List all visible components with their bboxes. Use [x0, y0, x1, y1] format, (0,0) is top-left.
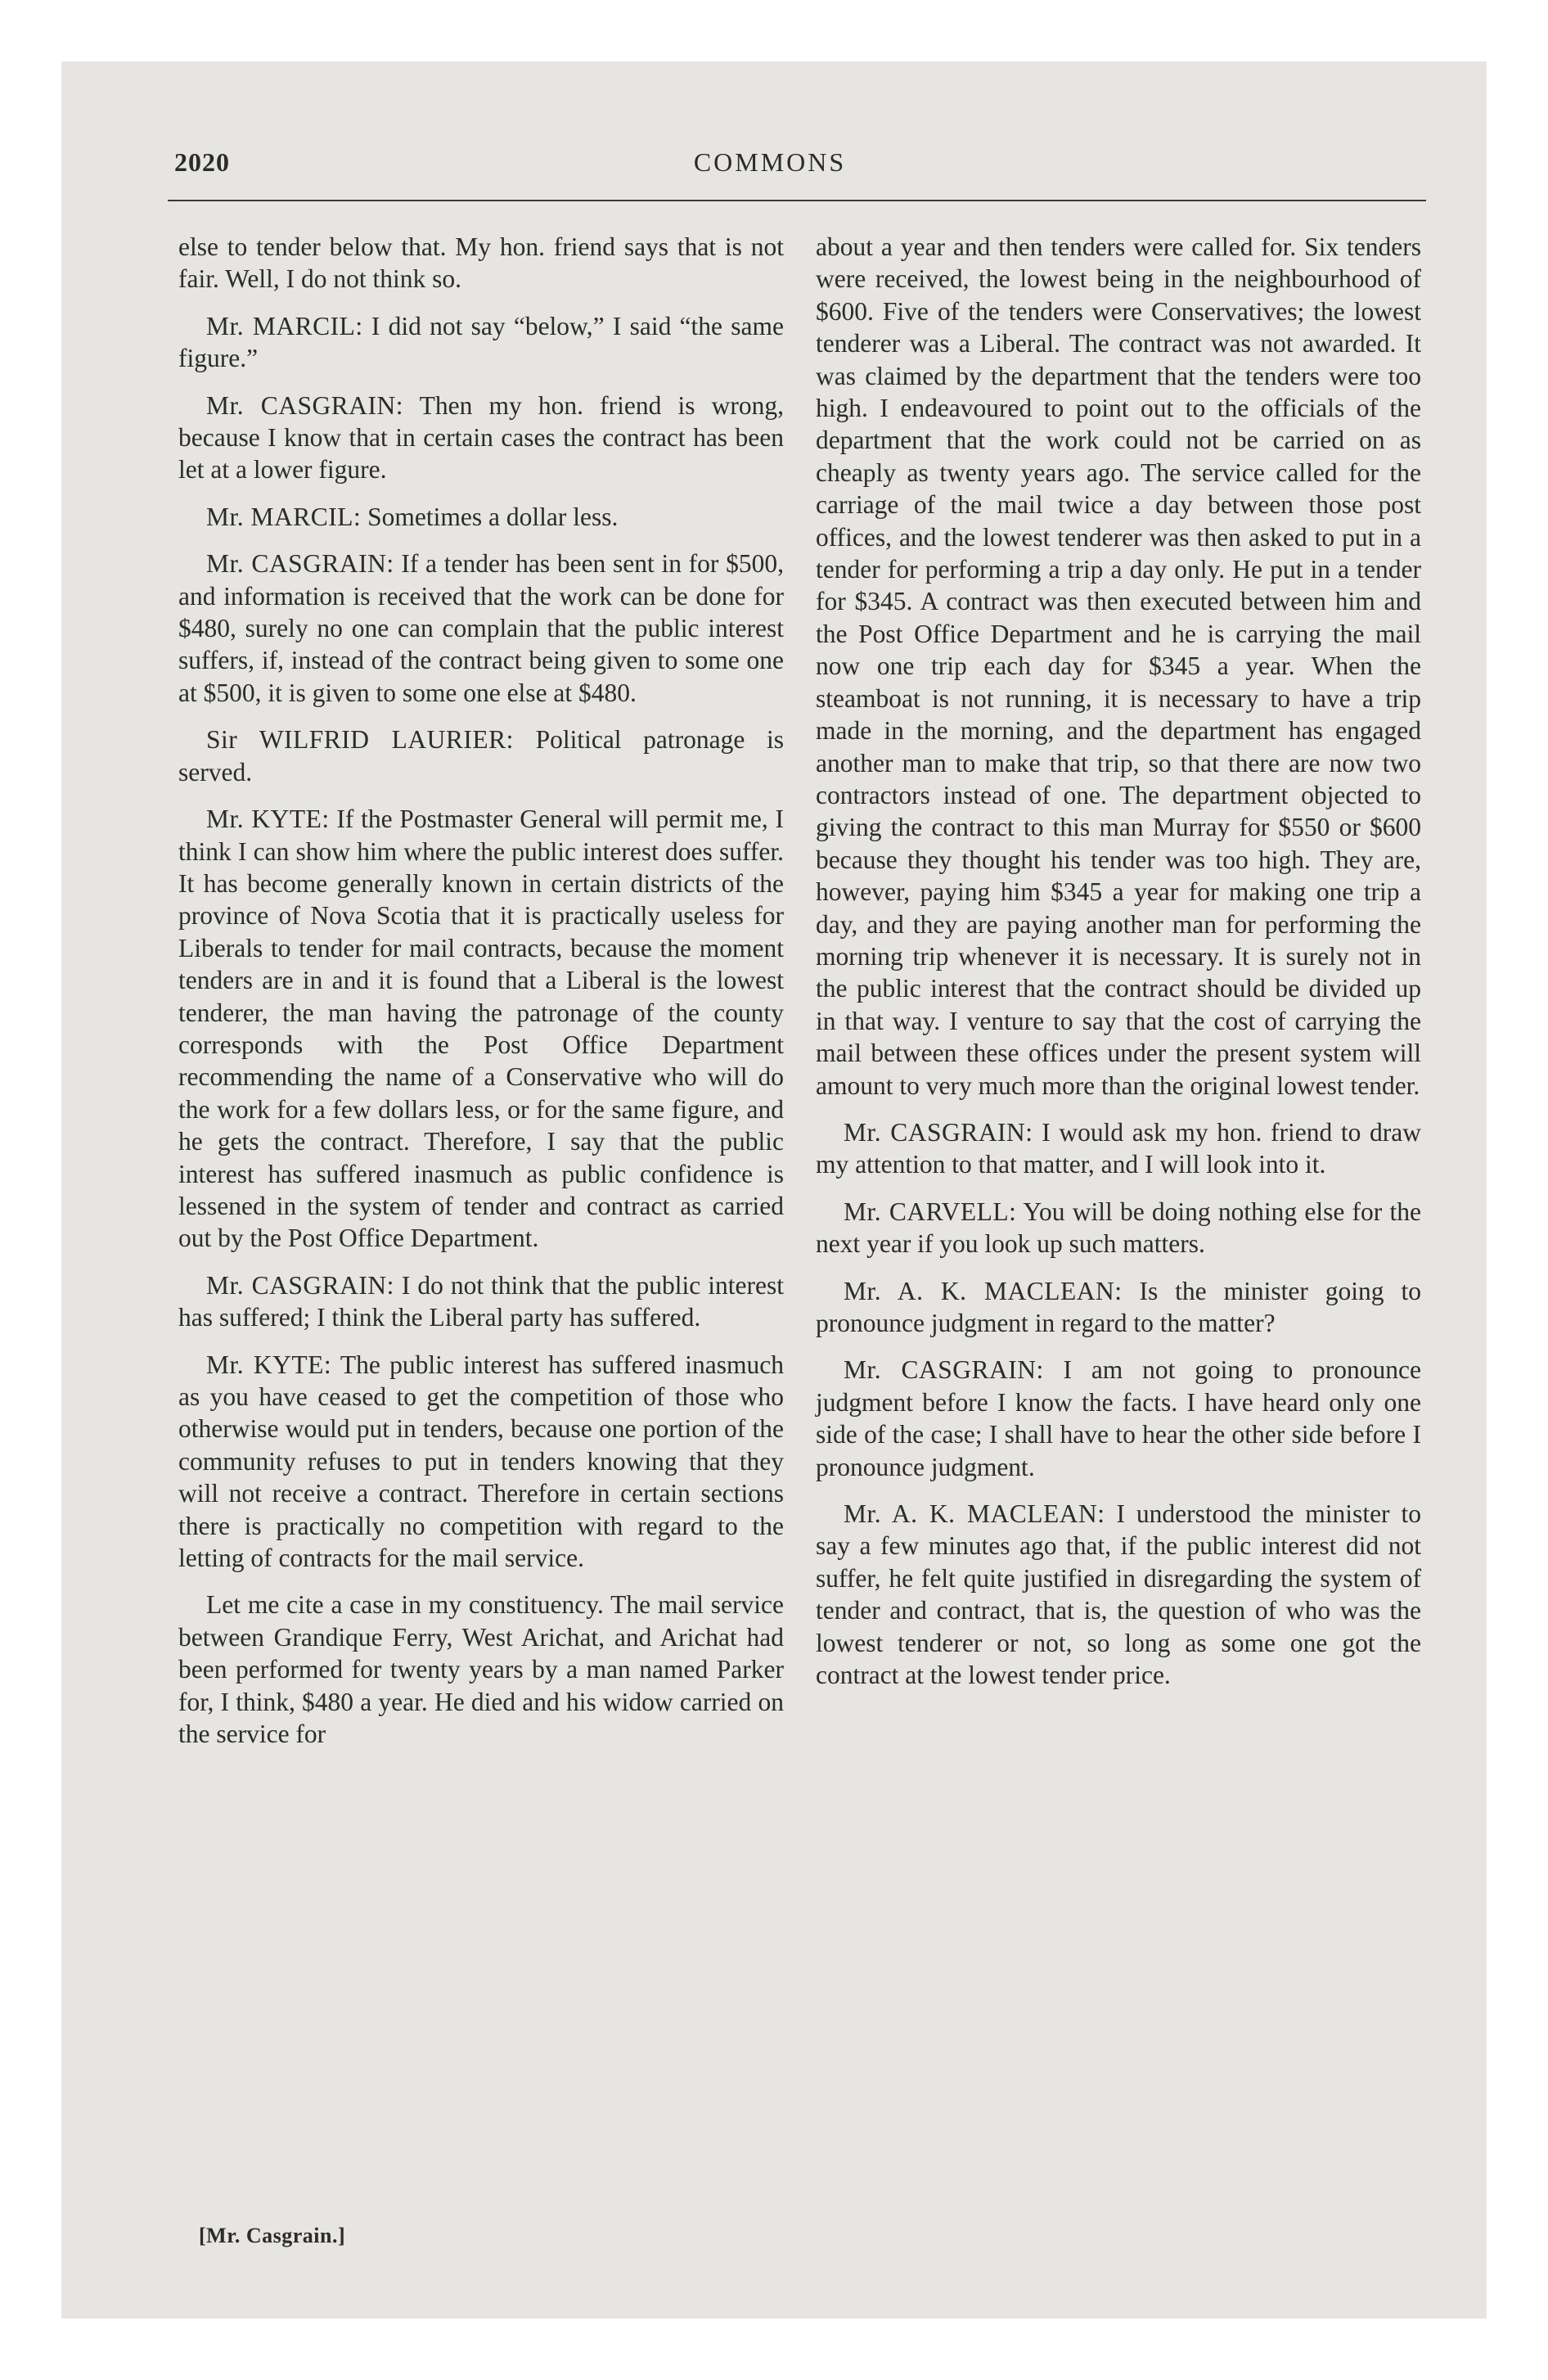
paragraph-text: I am not going to pronounce judgment before I know the facts. I have heard only one side of the case; I shall have to hear the other side before I pronounce judgment.: [816, 1355, 1421, 1481]
speaker-name: Sir WILFRID LAURIER:: [206, 725, 514, 755]
speaker-name: Mr. CASGRAIN:: [206, 1270, 394, 1300]
speaker-name: Mr. CASGRAIN:: [206, 549, 394, 579]
paragraph: [816, 231, 1421, 1102]
speaker-name: Mr. MARCIL:: [206, 502, 362, 531]
paragraph-text: I do not think that the public interest has suffered; I think the Liberal party has suffered.: [178, 1270, 784, 1332]
paragraph-text: I did not say “below,” I said “the same figure.”: [178, 311, 784, 373]
paragraph: [816, 1275, 1421, 1340]
paragraph: [178, 501, 784, 533]
paragraph-text: Is the minister going to pronounce judgment in regard to the matter?: [816, 1276, 1421, 1337]
speaker-name: Mr. KYTE:: [206, 805, 330, 834]
speaker-name: Mr. CASGRAIN:: [206, 390, 404, 420]
header-rule: [168, 200, 1426, 201]
paragraph: [178, 231, 784, 295]
paragraph: [178, 1269, 784, 1334]
paragraph: [178, 310, 784, 375]
paragraph-text: about a year and then tenders were called for. Six tenders were received, the lowest being in the neighbourhood of $600. Five of the tenders were Conservatives; the lowest tenderer was a Liberal. The contract was not awarded. It was claimed by the department that the tenders were too high. I endeavoured to point out to the officials of the department that the work could not be carried on as cheaply as twenty years ago. The service called for the carriage of the mail twice a day between those post offices, and the lowest tenderer was then asked to put in a tender for performing a trip a day only. He put in a tender for $345. A contract was then executed between him and the Post Office Department and he is carrying the mail now one trip each day for $345 a year. When the steamboat is not running, it is necessary to have a trip made in the morning, and the department has engaged another man to make that trip, so that there are now two contractors instead of one. The department objected to giving the contract to this man Murray for $550 or $600 because they thought his tender was too high. They are, however, paying him $345 a year for making one trip a day, and they are paying another man for performing the morning trip whenever it is necessary. It is surely not in the public interest that the contract should be divided up in that way. I venture to say that the cost of carrying the mail between these offices under the present system will amount to very much more than the original lowest tender.: [816, 232, 1421, 1100]
speaker-name: Mr. CASGRAIN:: [844, 1117, 1033, 1147]
paragraph-text: If a tender has been sent in for $500, and information is received that the work can be done for $480, surely no one can complain that the public interest suffers, if, instead of the contract being given to some one at $500, it is given to some one else at $480.: [178, 549, 784, 707]
paragraph: [178, 803, 784, 1255]
paragraph: [816, 1354, 1421, 1483]
paragraph-text: Sometimes a dollar less.: [367, 502, 619, 531]
paragraph-text: Political patronage is served.: [178, 725, 785, 787]
paragraph-text: The public interest has suffered inasmuch as you have ceased to get the competition of those who otherwise would put in tenders, because one portion of the community refuses to put in tenders knowing that they will not receive a contract. Therefore in certain sections there is practically no competition with regard to the letting of contracts for the mail service.: [178, 1350, 785, 1573]
speaker-name: Mr. MARCIL:: [206, 311, 363, 340]
paragraph: [816, 1196, 1421, 1260]
speaker-name: Mr. A. K. MACLEAN:: [844, 1499, 1105, 1529]
paragraph-text: If the Postmaster General will permit me, I think I can show him where the public interest does suffer. It has become generally known in certain districts of the province of Nova Scotia that it is practically useless for Liberals to tender for mail contracts, because the moment tenders are in and it is found that a Liberal is the lowest tenderer, the man having the patronage of the county corresponds with the Post Office Department recommending the name of a Conservative who will do the work for a few dollars less, or for the same figure, and he gets the contract. Therefore, I say that the public interest has suffered inasmuch as public confidence is lessened in the system of tender and contract as carried out by the Post Office Department.: [178, 805, 785, 1253]
speaker-name: Mr. A. K. MACLEAN:: [844, 1276, 1123, 1305]
paragraph-text: else to tender below that. My hon. friend says that is not fair. Well, I do not think so.: [178, 232, 784, 294]
paragraph-text: Then my hon. friend is wrong, because I know that in certain cases the contract has been let at a lower figure.: [178, 390, 784, 485]
speaker-name: Mr. CARVELL:: [844, 1197, 1017, 1226]
right-column: [816, 231, 1421, 1706]
paragraph: [816, 1116, 1421, 1181]
paragraph: [178, 390, 784, 486]
paragraph-text: You will be doing nothing else for the next year if you look up such matters.: [816, 1197, 1421, 1259]
paragraph: [178, 1589, 784, 1750]
paragraph: [178, 548, 784, 709]
paragraph: [816, 1498, 1421, 1691]
speaker-name: Mr. KYTE:: [206, 1350, 332, 1379]
speaker-name: Mr. CASGRAIN:: [844, 1355, 1044, 1385]
left-column: [178, 231, 784, 1765]
paragraph-text: I understood the minister to say a few minutes ago that, if the public interest did not suffer, he felt quite justified in disregarding the system of tender and contract, that is, the question of who was the lowest tenderer or not, so long as some one got the contract at the lowest tender price.: [816, 1499, 1421, 1690]
running-head: COMMONS: [693, 147, 847, 177]
paragraph-text: Let me cite a case in my constituency. The mail service between Grandique Ferry, West Arichat, and Arichat had been performed for twenty years by a man named Parker for, I think, $480 a year. He died and his widow carried on the service for: [178, 1590, 784, 1749]
paragraph-text: I would ask my hon. friend to draw my attention to that matter, and I will look into it.: [816, 1117, 1422, 1179]
page-number: 2020: [174, 147, 230, 177]
paragraph: [178, 1349, 784, 1575]
paragraph: [178, 723, 784, 788]
page-header: [110, 147, 1429, 188]
footer-speaker-note: [Mr. Casgrain.]: [199, 2224, 346, 2247]
